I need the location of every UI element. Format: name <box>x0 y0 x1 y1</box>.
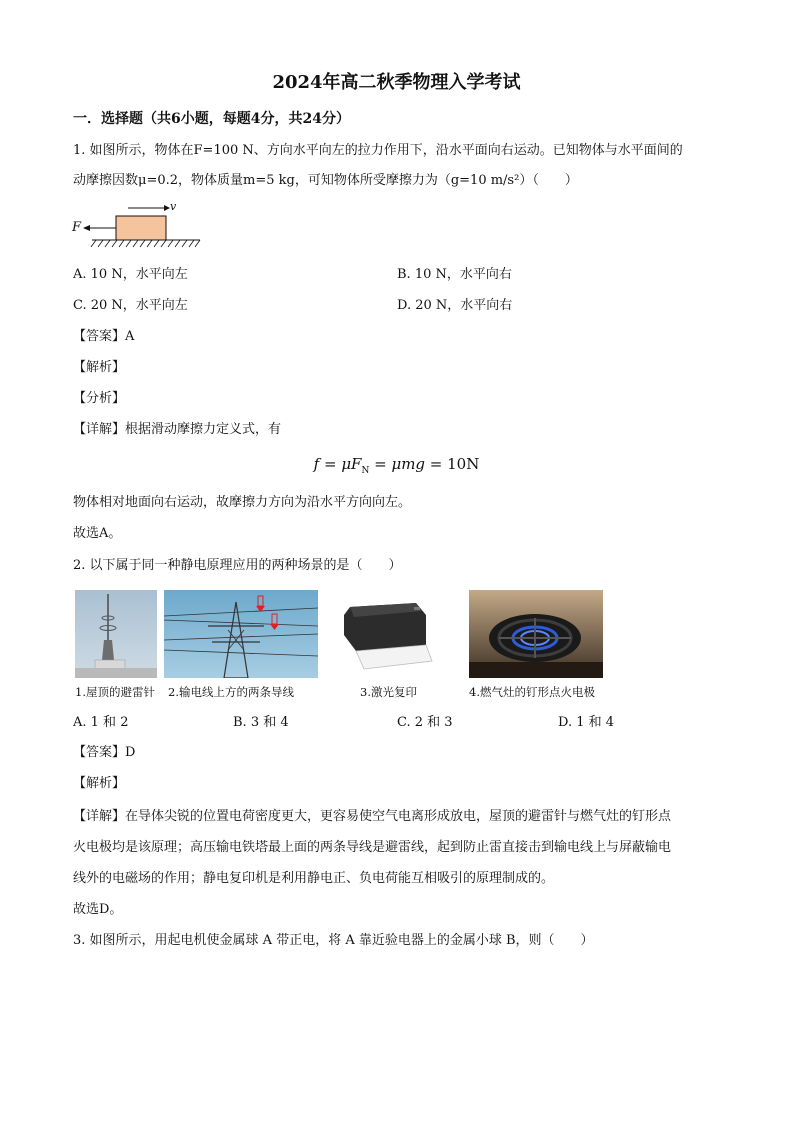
q2-detail-line1: 【详解】在导体尖锐的位置电荷密度更大，更容易使空气电离形成放电，屋顶的避雷针与燃气灶的钉形点 <box>73 809 672 824</box>
caption-4: 4.燃气灶的钉形点火电极 <box>469 685 595 699</box>
page-title: 2024年高二秋季物理入学考试 <box>272 72 521 93</box>
q1-figure <box>70 200 210 252</box>
q1-stem-line1: 1. 如图所示，物体在F=100 N、方向水平向左的拉力作用下，沿水平面向右运动。已知物体与水平面间的 <box>73 143 683 158</box>
q2-stem: 2. 以下属于同一种静电原理应用的两种场景的是（ ） <box>73 558 402 573</box>
velocity-label: v <box>170 200 177 213</box>
caption-1: 1.屋顶的避雷针 <box>75 685 155 699</box>
q1-detail: 【详解】根据滑动摩擦力定义式，有 <box>73 422 282 437</box>
q2-option-a[interactable]: A. 1 和 2 <box>73 715 129 730</box>
q3-stem: 3. 如图所示，用起电机使金属球 A 带正电，将 A 靠近验电器上的金属小球 B，则（ ） <box>73 933 594 948</box>
q1-formula: $f = \mu F_N = \mu mg = 10N$ <box>313 455 480 476</box>
printer-photo <box>336 595 436 679</box>
power-tower-photo <box>164 590 318 678</box>
force-label: F <box>72 220 82 235</box>
q2-option-c[interactable]: C. 2 和 3 <box>397 715 453 730</box>
caption-3: 3.激光复印 <box>360 685 417 699</box>
q1-option-b[interactable]: B. 10 N，水平向右 <box>397 267 512 282</box>
q2-answer: 【答案】D <box>73 745 136 760</box>
q2-analysis-tag: 【解析】 <box>73 776 126 791</box>
caption-2: 2.输电线上方的两条导线 <box>168 685 294 699</box>
section-heading: 一．选择题（共6小题，每题4分，共24分） <box>73 111 350 127</box>
q1-option-a[interactable]: A. 10 N，水平向左 <box>73 267 188 282</box>
q2-option-b[interactable]: B. 3 和 4 <box>233 715 289 730</box>
q2-detail-line3: 线外的电磁场的作用；静电复印机是利用静电正、负电荷能互相吸引的原理制成的。 <box>73 871 555 886</box>
q1-choose: 故选A。 <box>73 526 122 541</box>
block-shape <box>116 216 166 240</box>
lightning-rod-photo <box>75 590 157 678</box>
q1-fenxi-tag: 【分析】 <box>73 391 126 406</box>
q1-option-c[interactable]: C. 20 N，水平向左 <box>73 298 188 313</box>
q1-analysis-tag: 【解析】 <box>73 360 126 375</box>
q2-choose: 故选D。 <box>73 902 123 917</box>
q1-answer: 【答案】A <box>73 329 135 344</box>
q1-stem-line2: 动摩擦因数μ=0.2，物体质量m=5 kg，可知物体所受摩擦力为（g=10 m/s²）（ ） <box>73 173 578 188</box>
q2-option-d[interactable]: D. 1 和 4 <box>558 715 615 730</box>
q1-explain: 物体相对地面向右运动，故摩擦力方向为沿水平方向向左。 <box>73 495 412 510</box>
q1-option-d[interactable]: D. 20 N，水平向右 <box>397 298 513 313</box>
q2-detail-line2: 火电极均是该原理；高压输电铁塔最上面的两条导线是避雷线，起到防止雷直接击到输电线上与屏蔽输电 <box>73 840 672 855</box>
gas-stove-photo <box>469 590 603 678</box>
